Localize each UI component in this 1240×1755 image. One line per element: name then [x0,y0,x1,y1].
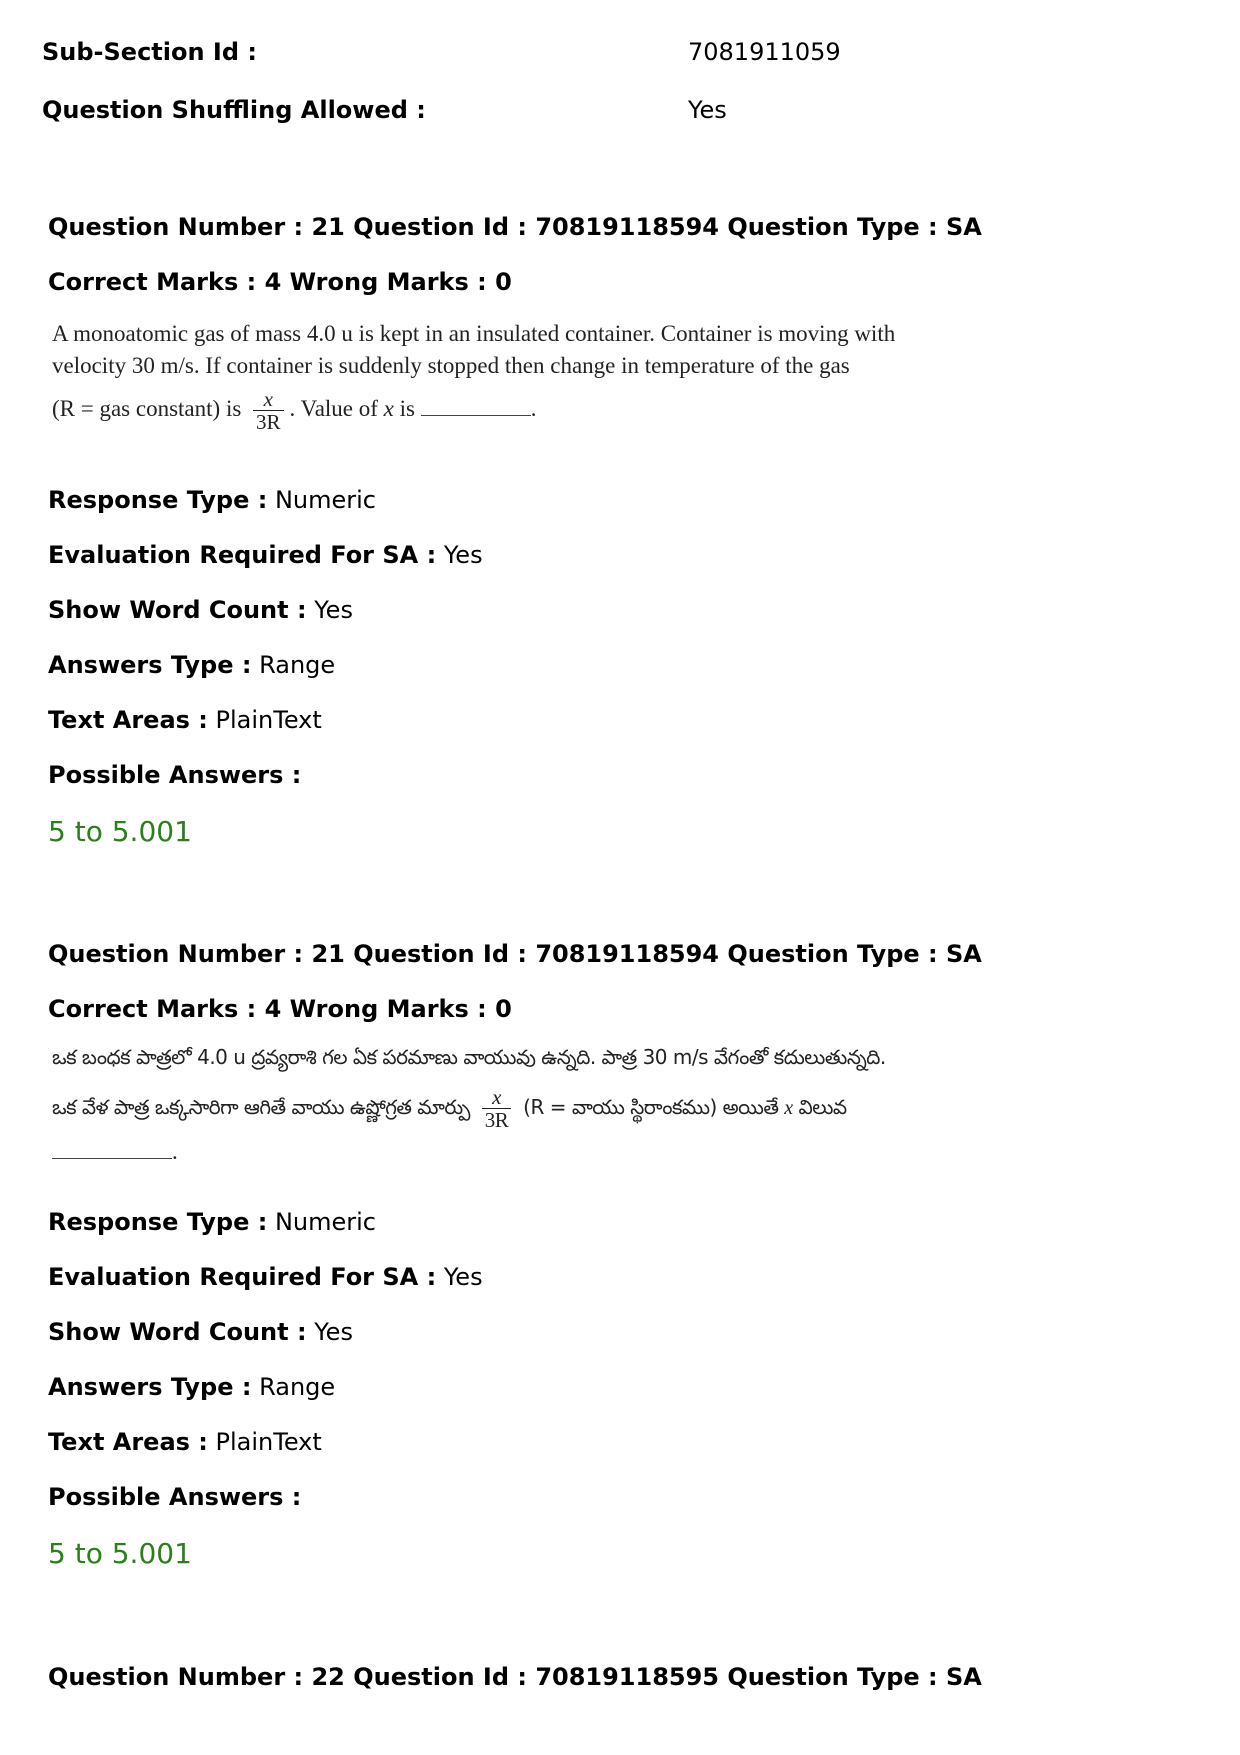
question-shuffling-value: Yes [688,96,727,124]
possible-answer-value: 5 to 5.001 [48,1537,192,1570]
text-areas-label: Text Areas : [48,1428,208,1456]
subsection-id-label: Sub-Section Id : [42,38,257,66]
response-type-label: Response Type : [48,1208,268,1236]
text-areas-value: PlainText [215,706,322,734]
question-text-line: (R = gas constant) is $\frac{x}{3R}$ . Value of x is . [52,387,537,434]
question-marks: Correct Marks : 4 Wrong Marks : 0 [48,268,512,296]
question-text-line: ఒక వేళ పాత్ర ఒక్కసారిగా ఆగితే వాయు ఉష్ణోగ్రత మార్పు $\frac{x}{3R}$ (R = వాయు స్థిరాంకము) అయితే x విలువ [52,1085,847,1132]
possible-answers-label: Possible Answers : [48,1483,302,1511]
question-text-line: ఒక బంధక పాత్రలో 4.0 u ద్రవ్యరాశి గల ఏక పరమాణు వాయువు ఉన్నది. పాత్ర 30 m/s వేగంతో కదులుతున్నది. [52,1045,886,1069]
response-type-value: Numeric [274,1208,376,1236]
subsection-id-value: 7081911059 [688,38,841,66]
show-word-count-label: Show Word Count : [48,596,307,624]
question-title: Question Number : 21 Question Id : 70819118594 Question Type : SA [48,940,982,968]
answers-type-value: Range [259,651,336,679]
text-areas-label: Text Areas : [48,706,208,734]
question-title: Question Number : 22 Question Id : 70819118595 Question Type : SA [48,1663,982,1691]
answers-type-value: Range [259,1373,336,1401]
answer-blank [421,395,531,416]
fraction-x-over-3r: $\frac{x}{3R}$ [253,388,284,433]
evaluation-required-value: Yes [443,1263,483,1291]
question-text [52,318,952,433]
show-word-count-value: Yes [314,1318,353,1346]
evaluation-required-label: Evaluation Required For SA : [48,541,437,569]
answers-type-label: Answers Type : [48,1373,252,1401]
fraction-x-over-3r: $\frac{x}{3R}$ [482,1086,512,1131]
evaluation-required-value: Yes [443,541,483,569]
question-text-line: A monoatomic gas of mass 4.0 u is kept in an insulated container. Container is moving with [52,321,896,346]
question-marks: Correct Marks : 4 Wrong Marks : 0 [48,995,512,1023]
question-text-telugu [52,1040,952,1169]
show-word-count-label: Show Word Count : [48,1318,307,1346]
answer-blank [52,1138,172,1159]
response-type-label: Response Type : [48,486,268,514]
question-text-line: . [52,1135,952,1169]
question-text-line: velocity 30 m/s. If container is suddenly stopped then change in temperature of the gas [52,353,850,378]
question-title: Question Number : 21 Question Id : 70819118594 Question Type : SA [48,213,982,241]
question-shuffling-label: Question Shuffling Allowed : [42,96,426,124]
answers-type-label: Answers Type : [48,651,252,679]
text-areas-value: PlainText [215,1428,322,1456]
evaluation-required-label: Evaluation Required For SA : [48,1263,437,1291]
response-type-value: Numeric [274,486,376,514]
possible-answers-label: Possible Answers : [48,761,302,789]
possible-answer-value: 5 to 5.001 [48,815,192,848]
show-word-count-value: Yes [314,596,353,624]
